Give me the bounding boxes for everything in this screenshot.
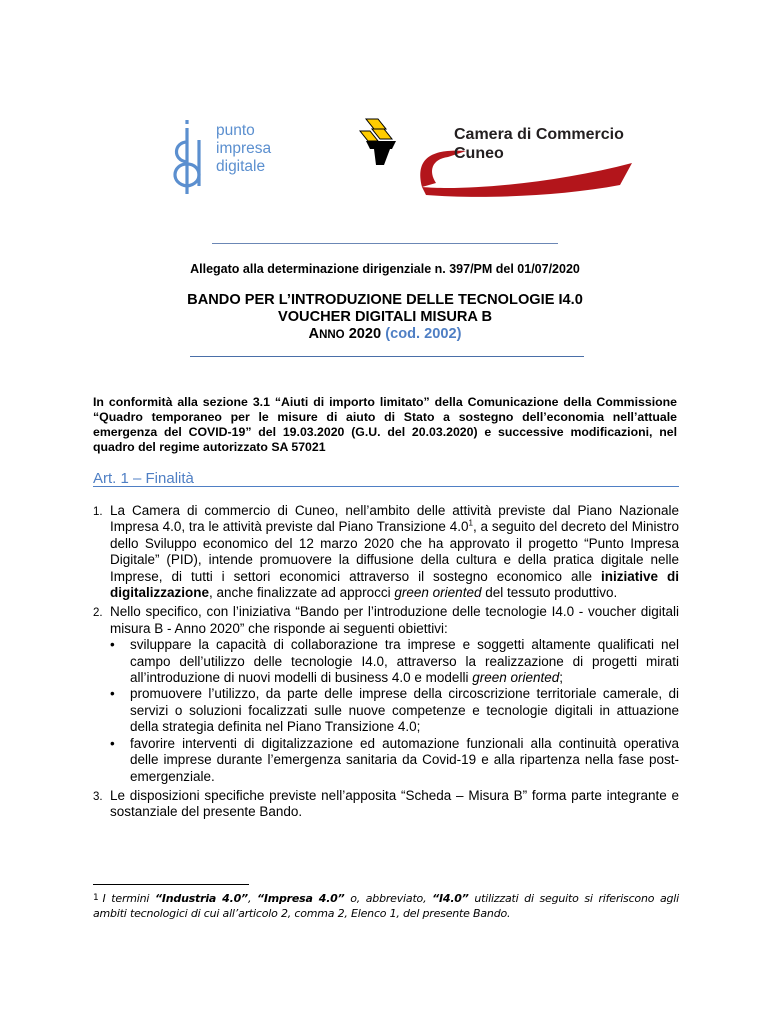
footnote-text: , (247, 892, 257, 905)
intro-paragraph: In conformità alla sezione 3.1 “Aiuti di importo limitato” della Comunicazione della Commissione “Quadro temporaneo per le misure di aiuto di Stato a sostegno dell’economia nell’attuale emergenza del COVID-19” del 19.03.2020 (G.U. del 20.03.2020) e successive modificazioni, nel quadro del regime autorizzato SA 57021 (93, 395, 677, 454)
allegato-line: Allegato alla determinazione dirigenziale n. 397/PM del 01/07/2020 (190, 262, 580, 276)
list-item (93, 604, 679, 784)
pid-logo-line3: digitale (216, 158, 266, 175)
pid-logo-line1: punto (216, 122, 255, 139)
title-divider (190, 356, 584, 357)
objectives-list (110, 637, 679, 785)
footnote-bold: “I4.0” (432, 892, 469, 905)
bullet-text: favorire interventi di digitalizzazione ed automazione funzionali alla continuità operativa delle imprese durante l’emergenza sanitaria da Covid-19 e alla ripartenza nella fase post-emergenziale. (130, 735, 679, 784)
title-line-3 (0, 326, 770, 344)
pid-logo-text (216, 122, 271, 176)
footnote-text: o, abbreviato, (344, 892, 433, 905)
footnote-bold: “Industria 4.0” (154, 892, 248, 905)
list-item (93, 503, 679, 601)
title-year: 2020 (348, 326, 382, 342)
camera-di-commercio-logo (356, 115, 646, 197)
item-number: 3. (93, 790, 103, 803)
bullet-text: sviluppare la capacità di collaborazione tra imprese e soggetti altamente qualificati nel campo dell’utilizzo delle tecnologie I4.0, attraverso la realizzazione di progetti mirati all’introduzione di nuovi modelli di business 4.0 e modelli (130, 637, 679, 686)
anno-rest: NNO (319, 329, 345, 341)
punto-impresa-digitale-logo (166, 120, 296, 196)
item-number: 1. (93, 506, 103, 518)
footnote (93, 891, 679, 921)
footnote-reference: 1 (468, 518, 473, 528)
footnote-separator (93, 884, 249, 885)
camera-logo-text (454, 125, 624, 163)
item-text: , a seguito del decreto del Ministro dello Sviluppo economico del 12 marzo 2020 che ha approvato il progetto “Punto Impresa Digitale” (PID), intende promuovere la diffusione della cultura e della pratica digitale nelle Imprese, di tutti i settori economici attraverso il sostegno economico alle (110, 519, 679, 584)
header-divider (212, 243, 558, 244)
footnote-text: utilizzati di seguito si riferiscono agli ambiti tecnologici di cui all’articolo 2, comma 2, Elenco 1, del presente Bando. (93, 892, 679, 920)
bullet-item (110, 637, 679, 686)
document-title (0, 292, 770, 344)
camera-logo-line1: Camera di Commercio (454, 126, 624, 143)
article-heading: Art. 1 – Finalità (93, 470, 194, 487)
article-heading-underline (93, 486, 679, 487)
item-text: La Camera di commercio di Cuneo, nell’ambito delle attività previste dal Piano Nazionale Impresa 4.0, tra le attività previste dal Piano Transizione 4.0 (110, 503, 679, 535)
bullet-text: promuovere l’utilizzo, da parte delle imprese della circoscrizione territoriale camerale, di servizi o soluzioni focalizzati sulle nuove competenze e tecnologie digitali in attuazione della strategia definita nel Piano Transizione 4.0; (130, 686, 679, 735)
item-text: , anche finalizzate ad approcci (209, 585, 395, 601)
item-text: Le disposizioni specifiche previste nell’apposita “Scheda – Misura B” forma parte integrante e sostanziale del presente Bando. (110, 787, 679, 820)
footnote-bold: “Impresa 4.0” (256, 892, 345, 905)
title-code: (cod. 2002) (385, 326, 462, 342)
item-number: 2. (93, 607, 103, 620)
title-line-2: VOUCHER DIGITALI MISURA B (277, 309, 493, 325)
pid-logo-line2: impresa (216, 140, 272, 157)
bullet-italic-text: green oriented (472, 670, 560, 686)
footnote-mark: 1 (93, 893, 99, 903)
item-italic-text: green oriented (394, 585, 482, 601)
item-text: del tessuto produttivo. (481, 585, 618, 601)
bullet-text: ; (559, 670, 564, 686)
camera-logo-line2: Cuneo (454, 145, 504, 162)
pid-mark-icon (166, 120, 214, 196)
bullet-item (110, 686, 679, 735)
list-item (93, 788, 679, 821)
bullet-item (110, 736, 679, 785)
anno-initial: A (308, 326, 320, 342)
item-text: Nello specifico, con l’iniziativa “Bando per l’introduzione delle tecnologie I4.0 - voucher digitali misura B - Anno 2020” che risponde ai seguenti obiettivi: (110, 604, 679, 636)
item-bold-text: iniziative di digitalizzazione (110, 568, 679, 601)
footnote-text: I termini (102, 892, 155, 905)
article-body (93, 503, 679, 824)
title-line-1: BANDO PER L’INTRODUZIONE DELLE TECNOLOGIE I4.0 (187, 292, 583, 308)
